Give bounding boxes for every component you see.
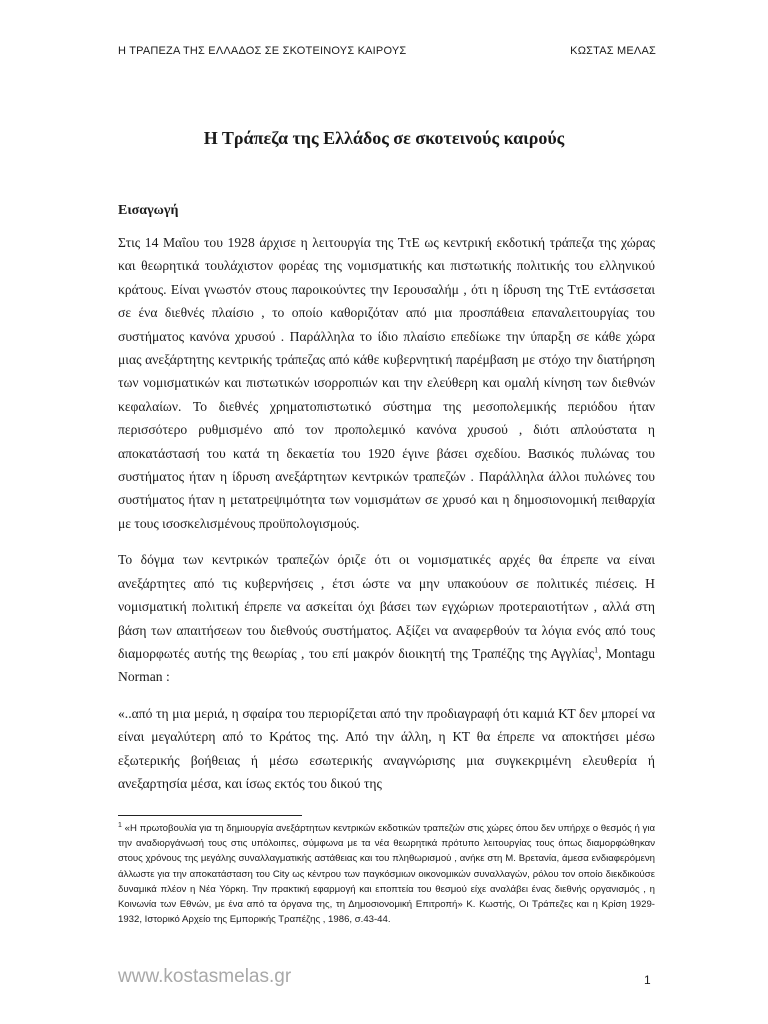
website-link[interactable]: www.kostasmelas.gr xyxy=(118,966,292,987)
document-title: Η Τράπεζα της Ελλάδος σε σκοτεινούς καιρούς xyxy=(203,128,565,148)
body-text xyxy=(118,231,655,808)
footnote-text: «Η πρωτοβουλία για τη δημιουργία ανεξάρτητων κεντρικών εκδοτικών τραπεζών στις χώρες όπου δεν υπήρχε ο θεσμός ή για την αναδιοργάνωσή τους στις υπόλοιπες, σύμφωνα με τα νέα θεωρητικά πρότυπο λειτουργίας τους όπως διαμορφώθηκαν στους χρόνους της μεγάλης συναλλαγματικής αστάθειας και του πληθωρισμού , ανήκε στη Μ. Βρετανία, άμεσα ενδιαφερόμενη άλλωστε για την αποκατάσταση του City ως κέντρου των παγκόσμιων οικονομικών συναλλαγών, ρόλου τον οποίο διεκδικούσε δυναμικά πλέον η Νέα Υόρκη. Την πρακτική εφαρμογή και εποπτεία του θεσμού είχε αναλάβει ένας διεθνής οργανισμός , η Κοινωνία των Εθνών, με ένα από τα όργανα της, τη Δημοσιονομική Επιτροπή» Κ. Κωστής, Οι Τράπεζες και η Κρίση 1929-1932, Ιστορικό Αρχείο της Εμπορικής Τραπέζης , 1986, σ.43-44. xyxy=(118,823,655,926)
paragraph-3-quote: «..από τη μια μεριά, η σφαίρα του περιορίζεται από την προδιαγραφή ότι καμιά ΚΤ δεν μπορεί να είναι μεγαλύτερη από το Κράτος της. Από την άλλη, η ΚΤ θα έπρεπε να αποκτήσει μέσω εξωτερικής βοήθειας ή μέσω εσωτερικής αναγνώρισης μια συγκεκριμένη ελευθερία ή ανεξαρτησία μέσα, και ίσως εκτός του δικού της xyxy=(118,705,655,791)
paragraph-2 xyxy=(118,548,655,688)
paragraph-1: Στις 14 Μαΐου του 1928 άρχισε η λειτουργία της ΤτΕ ως κεντρική εκδοτική τράπεζα της χώρας και θεωρητικά τουλάχιστον φορέας της νομισματικής και πιστωτικής πολιτικής του ελληνικού κράτους. Είναι γνωστόν στους παροικούντες την Ιερουσαλήμ , ότι η ίδρυση της ΤτΕ εντάσσεται σε ένα διεθνές πλαίσιο , το οποίο καθοριζόταν από μια προσπάθεια επαναλειτουργίας του συστήματος κανόνα χρυσού . Παράλληλα το ίδιο πλαίσιο επεδίωκε την ύπαρξη σε κάθε χώρα μιας ανεξάρτητης κεντρικής τράπεζας από κάθε κυβερνητική παρέμβαση με στόχο την διατήρηση των νομισματικών και πιστωτικών ισορροπιών και την ελεύθερη και ομαλή κίνηση των διεθνών κεφαλαίων. Το διεθνές χρηματοπιστωτικό σύστημα της μεσοπολεμικής περιόδου ήταν περισσότερο ρυθμισμένο από τον προπολεμικό κανόνα χρυσού , διότι απλούστατα η αποκατάστασή του κατά τη δεκαετία του 1920 έγινε βάσει σχεδίου. Βασικός πυλώνας του συστήματος ήταν η ίδρυση ανεξάρτητων κεντρικών τραπεζών . Παράλληλα άλλοι πυλώνες του συστήματος ήταν η μετατρεψιμότητα των νομισμάτων σε χρυσό και η δημοσιονομική πειθαρχία με τους ισοσκελισμένους προϋπολογισμούς. xyxy=(118,235,655,531)
paragraph-2-tail: , Montagu Norman : xyxy=(118,645,655,685)
paragraph-2-text: Το δόγμα των κεντρικών τραπεζών όριζε ότι οι νομισματικές αρχές θα έπρεπε να είναι ανεξάρτητες από τις κυβερνήσεις , έτσι ώστε να μην υπακούουν σε πολιτικές πιέσεις. Η νομισματική πολιτική έπρεπε να ασκείται όχι βάσει των εγχώριων προτεραιοτήτων , αλλά στη βάση των απαιτήσεων του διεθνούς συστήματος. Αξίζει να αναφερθούν τα λόγια ενός από τους διαμορφωτές αυτής της θεωρίας , του επί μακρόν διοικητή της Τραπέζης της Αγγλίας xyxy=(118,552,655,661)
footnote-reference[interactable]: 1 xyxy=(594,645,599,655)
section-heading: Εισαγωγή xyxy=(118,203,179,218)
footnote xyxy=(118,821,655,927)
page-number: 1 xyxy=(644,973,651,987)
footnote-marker: 1 xyxy=(118,821,122,829)
header-author: ΚΩΣΤΑΣ ΜΕΛΑΣ xyxy=(570,45,656,57)
header-title: Η ΤΡΑΠΕΖΑ ΤΗΣ ΕΛΛΑΔΟΣ ΣΕ ΣΚΟΤΕΙΝΟΥΣ ΚΑΙΡΟΥΣ xyxy=(118,45,407,57)
footnote-separator xyxy=(118,815,302,816)
running-header xyxy=(118,45,656,57)
